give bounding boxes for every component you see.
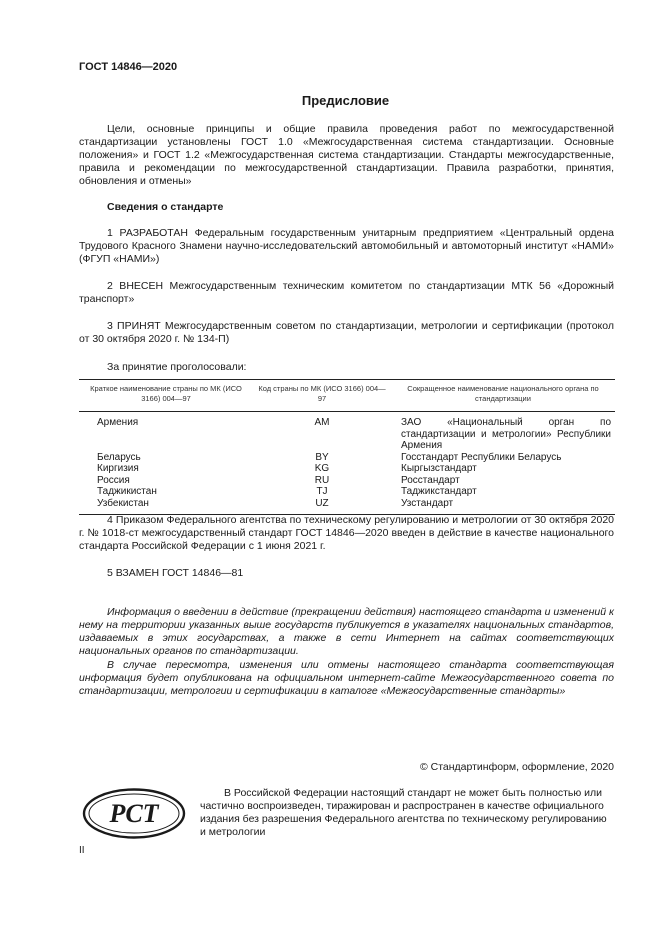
item-2 bbox=[79, 280, 614, 306]
intro-paragraph bbox=[79, 123, 614, 188]
item-3 bbox=[79, 320, 614, 346]
body-cell: Росстандарт bbox=[401, 474, 460, 486]
info-text-2: В случае пересмотра, изменения или отмены настоящего стандарта соответствующая информация будет опубликована на официальном интернет-сайте Межгосударственного совета по стандартизации, метрологии и сертификации в каталоге «Межгосударственные стандарты» bbox=[79, 659, 614, 697]
item-4-text: 4 Приказом Федерального агентства по техническому регулированию и метрологии от 30 октября 2020 г. № 1018-ст межгосударственный стандарт ГОСТ 14846—2020 введен в действие в качестве национального стандарта Российской Федерации с 1 июня 2021 г. bbox=[79, 514, 614, 552]
country-cell: Беларусь bbox=[97, 451, 141, 463]
countries-table bbox=[79, 379, 615, 515]
country-cell: Армения bbox=[97, 417, 139, 428]
page-title: Предисловие bbox=[301, 93, 390, 108]
code-cell: AM bbox=[314, 417, 330, 428]
body-cell: ЗАО «Национальный орган по стандартизации и метрологии» Республики Армения bbox=[401, 417, 611, 451]
header-country: Краткое наименование страны по МК (ИСО 3166) 004—97 bbox=[79, 380, 253, 412]
info-paragraph-1 bbox=[79, 606, 614, 658]
copyright-text: © Стандартинформ, оформление, 2020 bbox=[419, 761, 614, 773]
body-cell: Узстандарт bbox=[391, 498, 615, 515]
table-header-row bbox=[79, 380, 615, 412]
body-cell: Таджикстандарт bbox=[401, 486, 477, 497]
body-cell: Кыргызстандарт bbox=[401, 463, 477, 474]
header-body: Сокращенное наименование национального органа по стандартизации bbox=[391, 380, 615, 412]
item-5-text: 5 ВЗАМЕН ГОСТ 14846—81 bbox=[107, 567, 244, 579]
country-cell: Россия bbox=[97, 474, 130, 486]
notice-text: В Российской Федерации настоящий стандарт не может быть полностью или частично воспроизведен, тиражирован и распространен в качестве официального издания без разрешения Федерального агентства по техническому регулированию и метрологии bbox=[200, 787, 607, 838]
country-cell: Киргизия bbox=[97, 463, 139, 474]
item-3-text: 3 ПРИНЯТ Межгосударственным советом по стандартизации, метрологии и сертификации (протокол от 30 октября 2020 г. № 134-П) bbox=[79, 320, 614, 345]
country-cell: Узбекистан bbox=[79, 498, 253, 515]
item-2-text: 2 ВНЕСЕН Межгосударственным техническим комитетом по стандартизации МТК 56 «Дорожный транспорт» bbox=[79, 280, 614, 305]
table-row bbox=[79, 475, 615, 487]
item-1 bbox=[79, 227, 614, 266]
header-code: Код страны по МК (ИСО 3166) 004—97 bbox=[253, 380, 391, 412]
country-cell: Таджикистан bbox=[97, 486, 157, 497]
item-5 bbox=[79, 567, 614, 580]
item-4 bbox=[79, 514, 614, 553]
standard-info-heading: Сведения о стандарте bbox=[107, 201, 224, 213]
copyright-notice bbox=[200, 787, 614, 839]
code-cell: UZ bbox=[253, 498, 391, 515]
intro-text: Цели, основные принципы и общие правила проведения работ по межгосударственной стандартизации установлены ГОСТ 1.0 «Межгосударственная система стандартизации. Основные положения» и ГОСТ 1.2 «Межгосударственная система стандартизации. Стандарты межгосударственные, правила и рекомендации по межгосударственной стандартизации. Правила разработки, принятия, обновления и отмены» bbox=[79, 123, 614, 187]
page-number: II bbox=[79, 845, 85, 856]
code-cell: TJ bbox=[316, 486, 328, 497]
code-cell: RU bbox=[314, 474, 330, 486]
code-cell: KG bbox=[314, 463, 330, 474]
document-code: ГОСТ 14846—2020 bbox=[79, 61, 178, 73]
code-cell: BY bbox=[315, 451, 329, 463]
table-row bbox=[79, 498, 615, 515]
table-row bbox=[79, 452, 615, 464]
table-row bbox=[79, 412, 615, 452]
logo-text: РСТ bbox=[109, 799, 159, 828]
item-1-text: 1 РАЗРАБОТАН Федеральным государственным унитарным предприятием «Центральный ордена Трудового Красного Знамени научно-исследовательский автомобильный и автомоторный институт «НАМИ» (ФГУП «НАМИ») bbox=[79, 227, 614, 265]
info-paragraph-2 bbox=[79, 659, 614, 698]
body-cell: Госстандарт Республики Беларусь bbox=[401, 451, 562, 463]
voted-label: За принятие проголосовали: bbox=[107, 361, 247, 373]
table-row bbox=[79, 486, 615, 498]
table-row bbox=[79, 463, 615, 475]
info-text-1: Информация о введении в действие (прекращении действия) настоящего стандарта и изменений к нему на территории указанных выше государств публикуется в указателях национальных стандартов, издаваемых в этих государствах, а также в сети Интернет на сайтах соответствующих национальных органов по стандартизации. bbox=[79, 606, 614, 657]
rst-certification-logo-icon bbox=[80, 786, 188, 841]
